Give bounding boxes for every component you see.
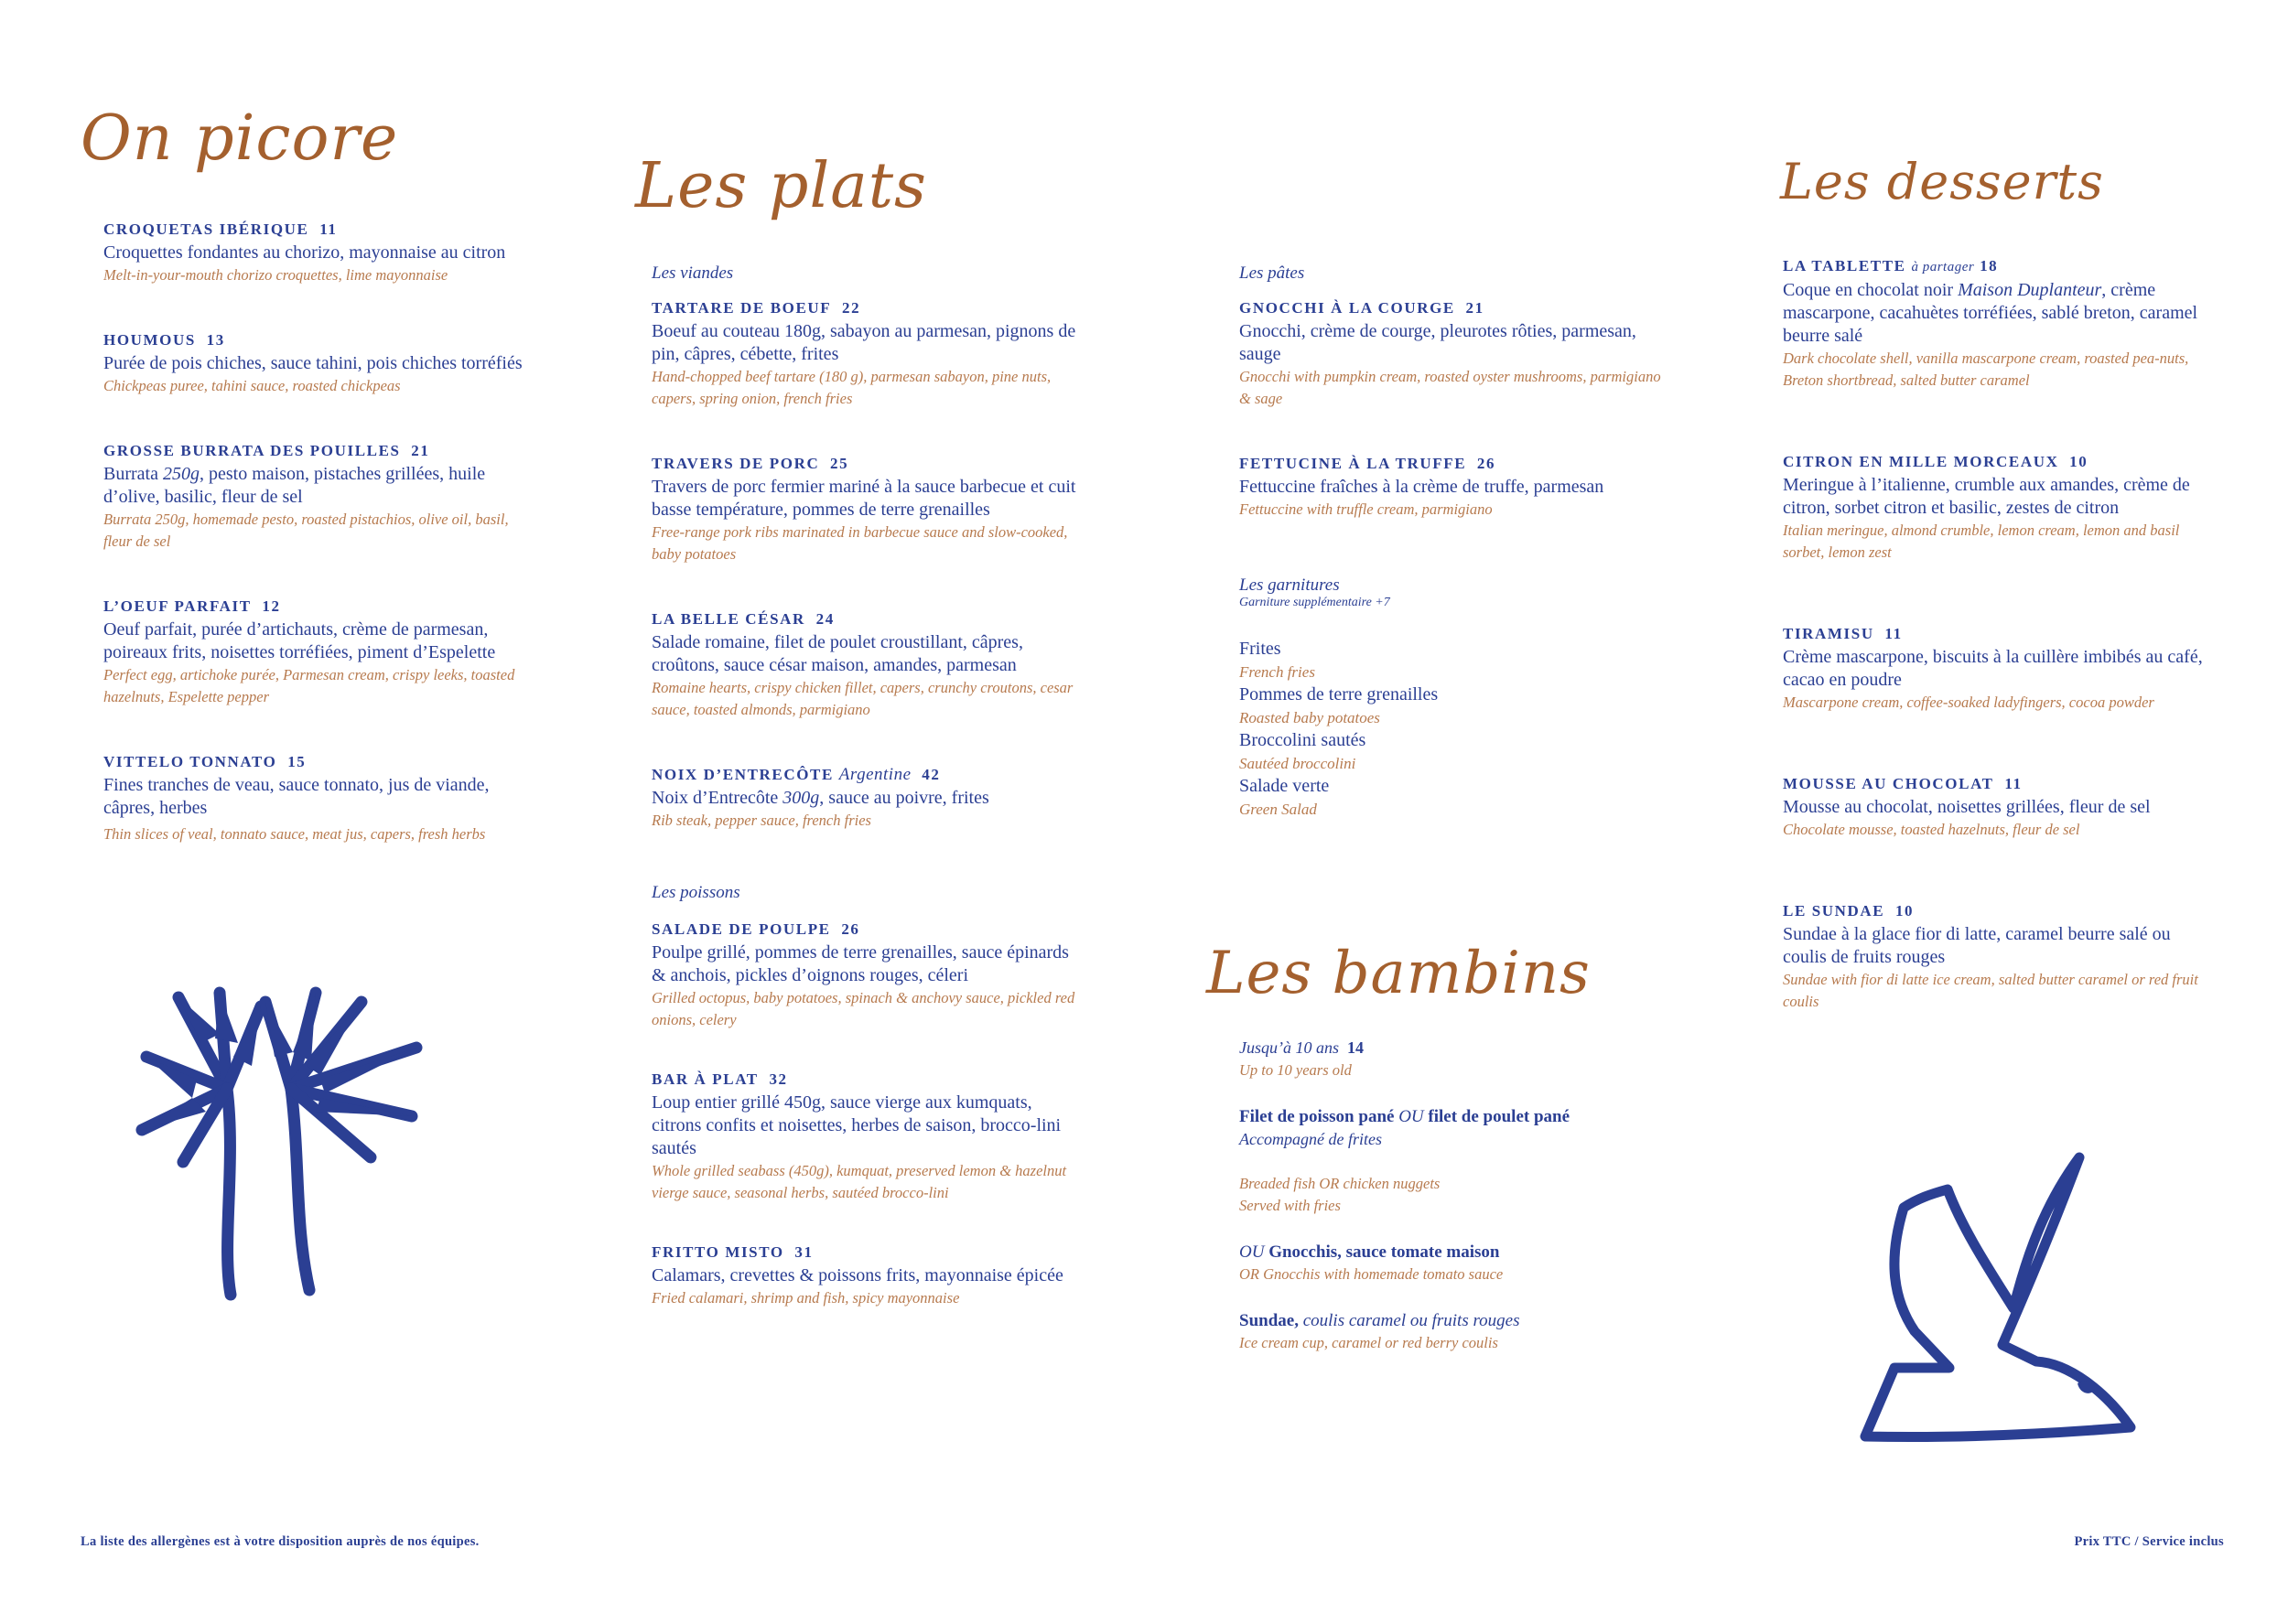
item-price: 26 (1476, 455, 1496, 472)
item-name: LE SUNDAE (1783, 902, 1885, 920)
item-english: Fettuccine with truffle cream, parmigiano (1239, 500, 1493, 518)
item-name: BAR À PLAT (652, 1070, 759, 1088)
item-name: NOIX D’ENTRECÔTE (652, 766, 834, 783)
item-description: Fettuccine fraîches à la crème de truffe, parmesan (1239, 477, 1604, 497)
item-name: LA BELLE CÉSAR (652, 610, 805, 628)
item-description: Oeuf parfait, purée d’artichauts, crème de parmesan, poireaux frits, noisettes torréfiées, piment d’Espelette (103, 619, 496, 662)
menu-item (1239, 296, 1669, 410)
pates-column (1239, 263, 1669, 821)
menu-item (1783, 899, 2213, 1013)
item-name: GROSSE BURRATA DES POUILLES (103, 442, 401, 459)
service-footer: Prix TTC / Service inclus (2074, 1534, 2224, 1549)
item-english: Dark chocolate shell, vanilla mascarpone cream, roasted pea-nuts, Breton shortbread, salted butter caramel (1783, 350, 2189, 389)
menu-item (1239, 452, 1669, 521)
item-english: Melt-in-your-mouth chorizo croquettes, lime mayonnaise (103, 266, 448, 284)
item-name: VITTELO TONNATO (103, 753, 277, 770)
item-price: 26 (841, 920, 860, 938)
bambins-option-1-en-sub: Served with fries (1239, 1197, 1341, 1214)
bambins-option-2-en: OR Gnocchis with homemade tomato sauce (1239, 1265, 1504, 1283)
bambins-option-1-en: Breaded fish OR chicken nuggets (1239, 1175, 1441, 1192)
item-english: Thin slices of veal, tonnato sauce, meat jus, capers, fresh herbs (103, 825, 486, 843)
item-description: Sundae à la glace fior di latte, caramel beurre salé ou coulis de fruits rouges (1783, 924, 2171, 967)
item-price: 21 (411, 442, 430, 459)
item-description: Mousse au chocolat, noisettes grillées, fleur de sel (1783, 797, 2151, 817)
menu-item (652, 452, 1082, 565)
item-description: Boeuf au couteau 180g, sabayon au parmesan, pignons de pin, câpres, cébette, frites (652, 321, 1076, 364)
item-price: 11 (1884, 625, 1903, 642)
menu-item (103, 595, 534, 708)
item-name: GNOCCHI À LA COURGE (1239, 299, 1455, 317)
bambins-option-3-en: Ice cream cup, caramel or red berry coulis (1239, 1334, 1498, 1351)
item-english: Grilled octopus, baby potatoes, spinach & anchovy sauce, pickled red onions, celery (652, 989, 1075, 1028)
item-price: 25 (830, 455, 849, 472)
item-english: Sundae with fior di latte ice cream, salted butter caramel or red fruit coulis (1783, 971, 2198, 1010)
item-description: Coque en chocolat noir Maison Duplanteur, crème mascarpone, cacahuètes torréfiées, sablé breton, caramel beurre salé (1783, 280, 2198, 346)
item-description: Burrata 250g, pesto maison, pistaches grillées, huile d’olive, basilic, fleur de sel (103, 464, 486, 507)
menu-item (103, 328, 534, 397)
item-name: MOUSSE AU CHOCOLAT (1783, 775, 1994, 792)
menu-item (103, 439, 534, 553)
item-name: TRAVERS DE PORC (652, 455, 820, 472)
item-english: Whole grilled seabass (450g), kumquat, preserved lemon & hazelnut vierge sauce, seasonal herbs, sautéed brocco-lini (652, 1162, 1067, 1201)
menu-item: NOIX D’ENTRECÔTE Argentine 42 Noix d’Entrecôte 300g, sauce au poivre, frites Rib steak, pepper sauce, french fries (652, 763, 1082, 832)
item-description: Poulpe grillé, pommes de terre grenailles, sauce épinards & anchois, pickles d’oignons rouges, céleri (652, 942, 1069, 985)
picore-column (103, 218, 534, 887)
bambins-option-3: Sundae, coulis caramel ou fruits rouges (1239, 1311, 1520, 1330)
item-price: 12 (262, 597, 281, 615)
item-name: HOUMOUS (103, 331, 196, 349)
item-description: Meringue à l’italienne, crumble aux amandes, crème de citron, sorbet citron et basilic, zestes de citron (1783, 475, 2190, 518)
item-price: 21 (1465, 299, 1484, 317)
item-english: Italian meringue, almond crumble, lemon cream, lemon and basil sorbet, lemon zest (1783, 522, 2180, 561)
bambins-option-2: OU Gnocchis, sauce tomate maison (1239, 1242, 1500, 1262)
item-name: L’OEUF PARFAIT (103, 597, 252, 615)
bambins-option-1: Filet de poisson pané OU filet de poulet pané (1239, 1107, 1570, 1126)
allergens-footer: La liste des allergènes est à votre disposition auprès de nos équipes. (81, 1534, 480, 1549)
item-name: CROQUETAS IBÉRIQUE (103, 220, 309, 238)
garniture-fr: Broccolini sautés (1239, 730, 1366, 750)
menu-item (652, 296, 1082, 410)
item-price: 10 (1894, 902, 1915, 920)
item-name: SALADE DE POULPE (652, 920, 831, 938)
item-english: Romaine hearts, crispy chicken fillet, capers, crunchy croutons, cesar sauce, toasted almonds, parmigiano (652, 679, 1074, 718)
item-description: Travers de porc fermier mariné à la sauce barbecue et cuit basse température, pommes de terre grenailles (652, 477, 1076, 520)
item-english: Free-range pork ribs marinated in barbecue sauce and slow-cooked, baby potatoes (652, 523, 1068, 563)
item-name: TIRAMISU (1783, 625, 1874, 642)
item-name: TARTARE DE BOEUF (652, 299, 832, 317)
garniture-en: Roasted baby potatoes (1239, 709, 1380, 726)
item-price: 11 (2004, 775, 2023, 792)
item-english: Rib steak, pepper sauce, french fries (652, 812, 871, 829)
bambins-section (1239, 1037, 1678, 1354)
item-price: 32 (769, 1070, 788, 1088)
item-price: 10 (2069, 453, 2088, 470)
menu-item (652, 608, 1082, 721)
garniture-fr: Frites (1239, 639, 1281, 659)
menu-item (103, 750, 534, 845)
menu-item (103, 218, 534, 286)
garniture-en: Green Salad (1239, 801, 1317, 818)
title-les-plats: Les plats (635, 150, 927, 222)
item-english: Burrata 250g, homemade pesto, roasted pistachios, olive oil, basil, fleur de sel (103, 511, 509, 550)
item-name: LA TABLETTE (1783, 257, 1906, 274)
menu-item (1783, 622, 2213, 714)
palm-tree-icon (128, 979, 439, 1317)
menu-item (652, 1241, 1082, 1309)
item-english: Chickpeas puree, tahini sauce, roasted chickpeas (103, 377, 401, 394)
item-english: Fried calamari, shrimp and fish, spicy mayonnaise (652, 1289, 960, 1307)
item-description: Loup entier grillé 450g, sauce vierge aux kumquats, citrons confits et noisettes, herbes de saison, brocco-lini sautés (652, 1092, 1062, 1158)
subsection-pates: Les pâtes (1239, 263, 1305, 283)
subsection-viandes: Les viandes (652, 263, 734, 283)
item-description: Croquettes fondantes au chorizo, mayonnaise au citron (103, 242, 506, 263)
item-price: 15 (287, 753, 307, 770)
garniture-en: French fries (1239, 663, 1315, 681)
menu-item (652, 1068, 1082, 1204)
plats-column (652, 263, 1082, 1351)
menu-item (652, 918, 1082, 1031)
bambins-age-en: Up to 10 years old (1239, 1061, 1352, 1079)
subsection-garnitures: Les garnitures (1239, 575, 1340, 595)
item-price: 18 (1980, 257, 1999, 274)
garnitures-note: Garniture supplémentaire +7 (1239, 596, 1390, 609)
title-on-picore: On picore (81, 102, 399, 175)
item-price: 22 (841, 299, 861, 317)
item-price: 13 (206, 331, 225, 349)
item-english: Chocolate mousse, toasted hazelnuts, fleur de sel (1783, 821, 2080, 838)
menu-item (1783, 450, 2213, 564)
menu-item: LA TABLETTE à partager 18 Coque en chocolat noir Maison Duplanteur, crème mascarpone, cacahuètes torréfiées, sablé breton, caramel beurre salé Dark chocolate shell, vanilla mascarpone cream, roasted pea-nuts, Breton shortbread, salted butter caramel (1783, 254, 2213, 392)
garniture-en: Sautéed broccolini (1239, 755, 1356, 772)
title-les-desserts: Les desserts (1780, 153, 2104, 210)
item-description: Salade romaine, filet de poulet croustillant, câpres, croûtons, sauce césar maison, amandes, parmesan (652, 632, 1023, 675)
item-description: Crème mascarpone, biscuits à la cuillère imbibés au café, cacao en poudre (1783, 647, 2203, 690)
garnitures-list (1239, 638, 1669, 821)
item-name: FETTUCINE À LA TRUFFE (1239, 455, 1467, 472)
garniture-fr: Pommes de terre grenailles (1239, 684, 1439, 704)
item-price: 24 (815, 610, 835, 628)
item-name: FRITTO MISTO (652, 1243, 784, 1261)
item-description: Gnocchi, crème de courge, pleurotes rôties, parmesan, sauge (1239, 321, 1636, 364)
item-english: Gnocchi with pumpkin cream, roasted oyster mushrooms, parmigiano & sage (1239, 368, 1661, 407)
menu-item (1783, 772, 2213, 841)
title-les-bambins: Les bambins (1206, 940, 1591, 1007)
item-price: 11 (319, 220, 338, 238)
bambins-age: Jusqu’à 10 ans 14 (1239, 1038, 1364, 1057)
item-description: Calamars, crevettes & poissons frits, mayonnaise épicée (652, 1265, 1063, 1285)
item-english: Perfect egg, artichoke purée, Parmesan cream, crispy leeks, toasted hazelnuts, Espelette pepper (103, 666, 515, 705)
item-name: CITRON EN MILLE MORCEAUX (1783, 453, 2059, 470)
item-english: Mascarpone cream, coffee-soaked ladyfingers, cocoa powder (1783, 694, 2154, 711)
item-description: Purée de pois chiches, sauce tahini, pois chiches torréfiés (103, 353, 523, 373)
bambins-option-1-sub: Accompagné de frites (1239, 1130, 1382, 1148)
desserts-column (1783, 254, 2213, 1055)
item-price: 31 (794, 1243, 814, 1261)
item-price: 42 (922, 766, 941, 783)
garniture-fr: Salade verte (1239, 776, 1330, 796)
subsection-poissons: Les poissons (652, 883, 740, 902)
bird-icon (1840, 1144, 2151, 1473)
item-description: Fines tranches de veau, sauce tonnato, jus de viande, câpres, herbes (103, 775, 490, 818)
item-english: Hand-chopped beef tartare (180 g), parmesan sabayon, pine nuts, capers, spring onion, french fries (652, 368, 1052, 407)
item-description: Noix d’Entrecôte 300g, sauce au poivre, frites (652, 788, 989, 808)
